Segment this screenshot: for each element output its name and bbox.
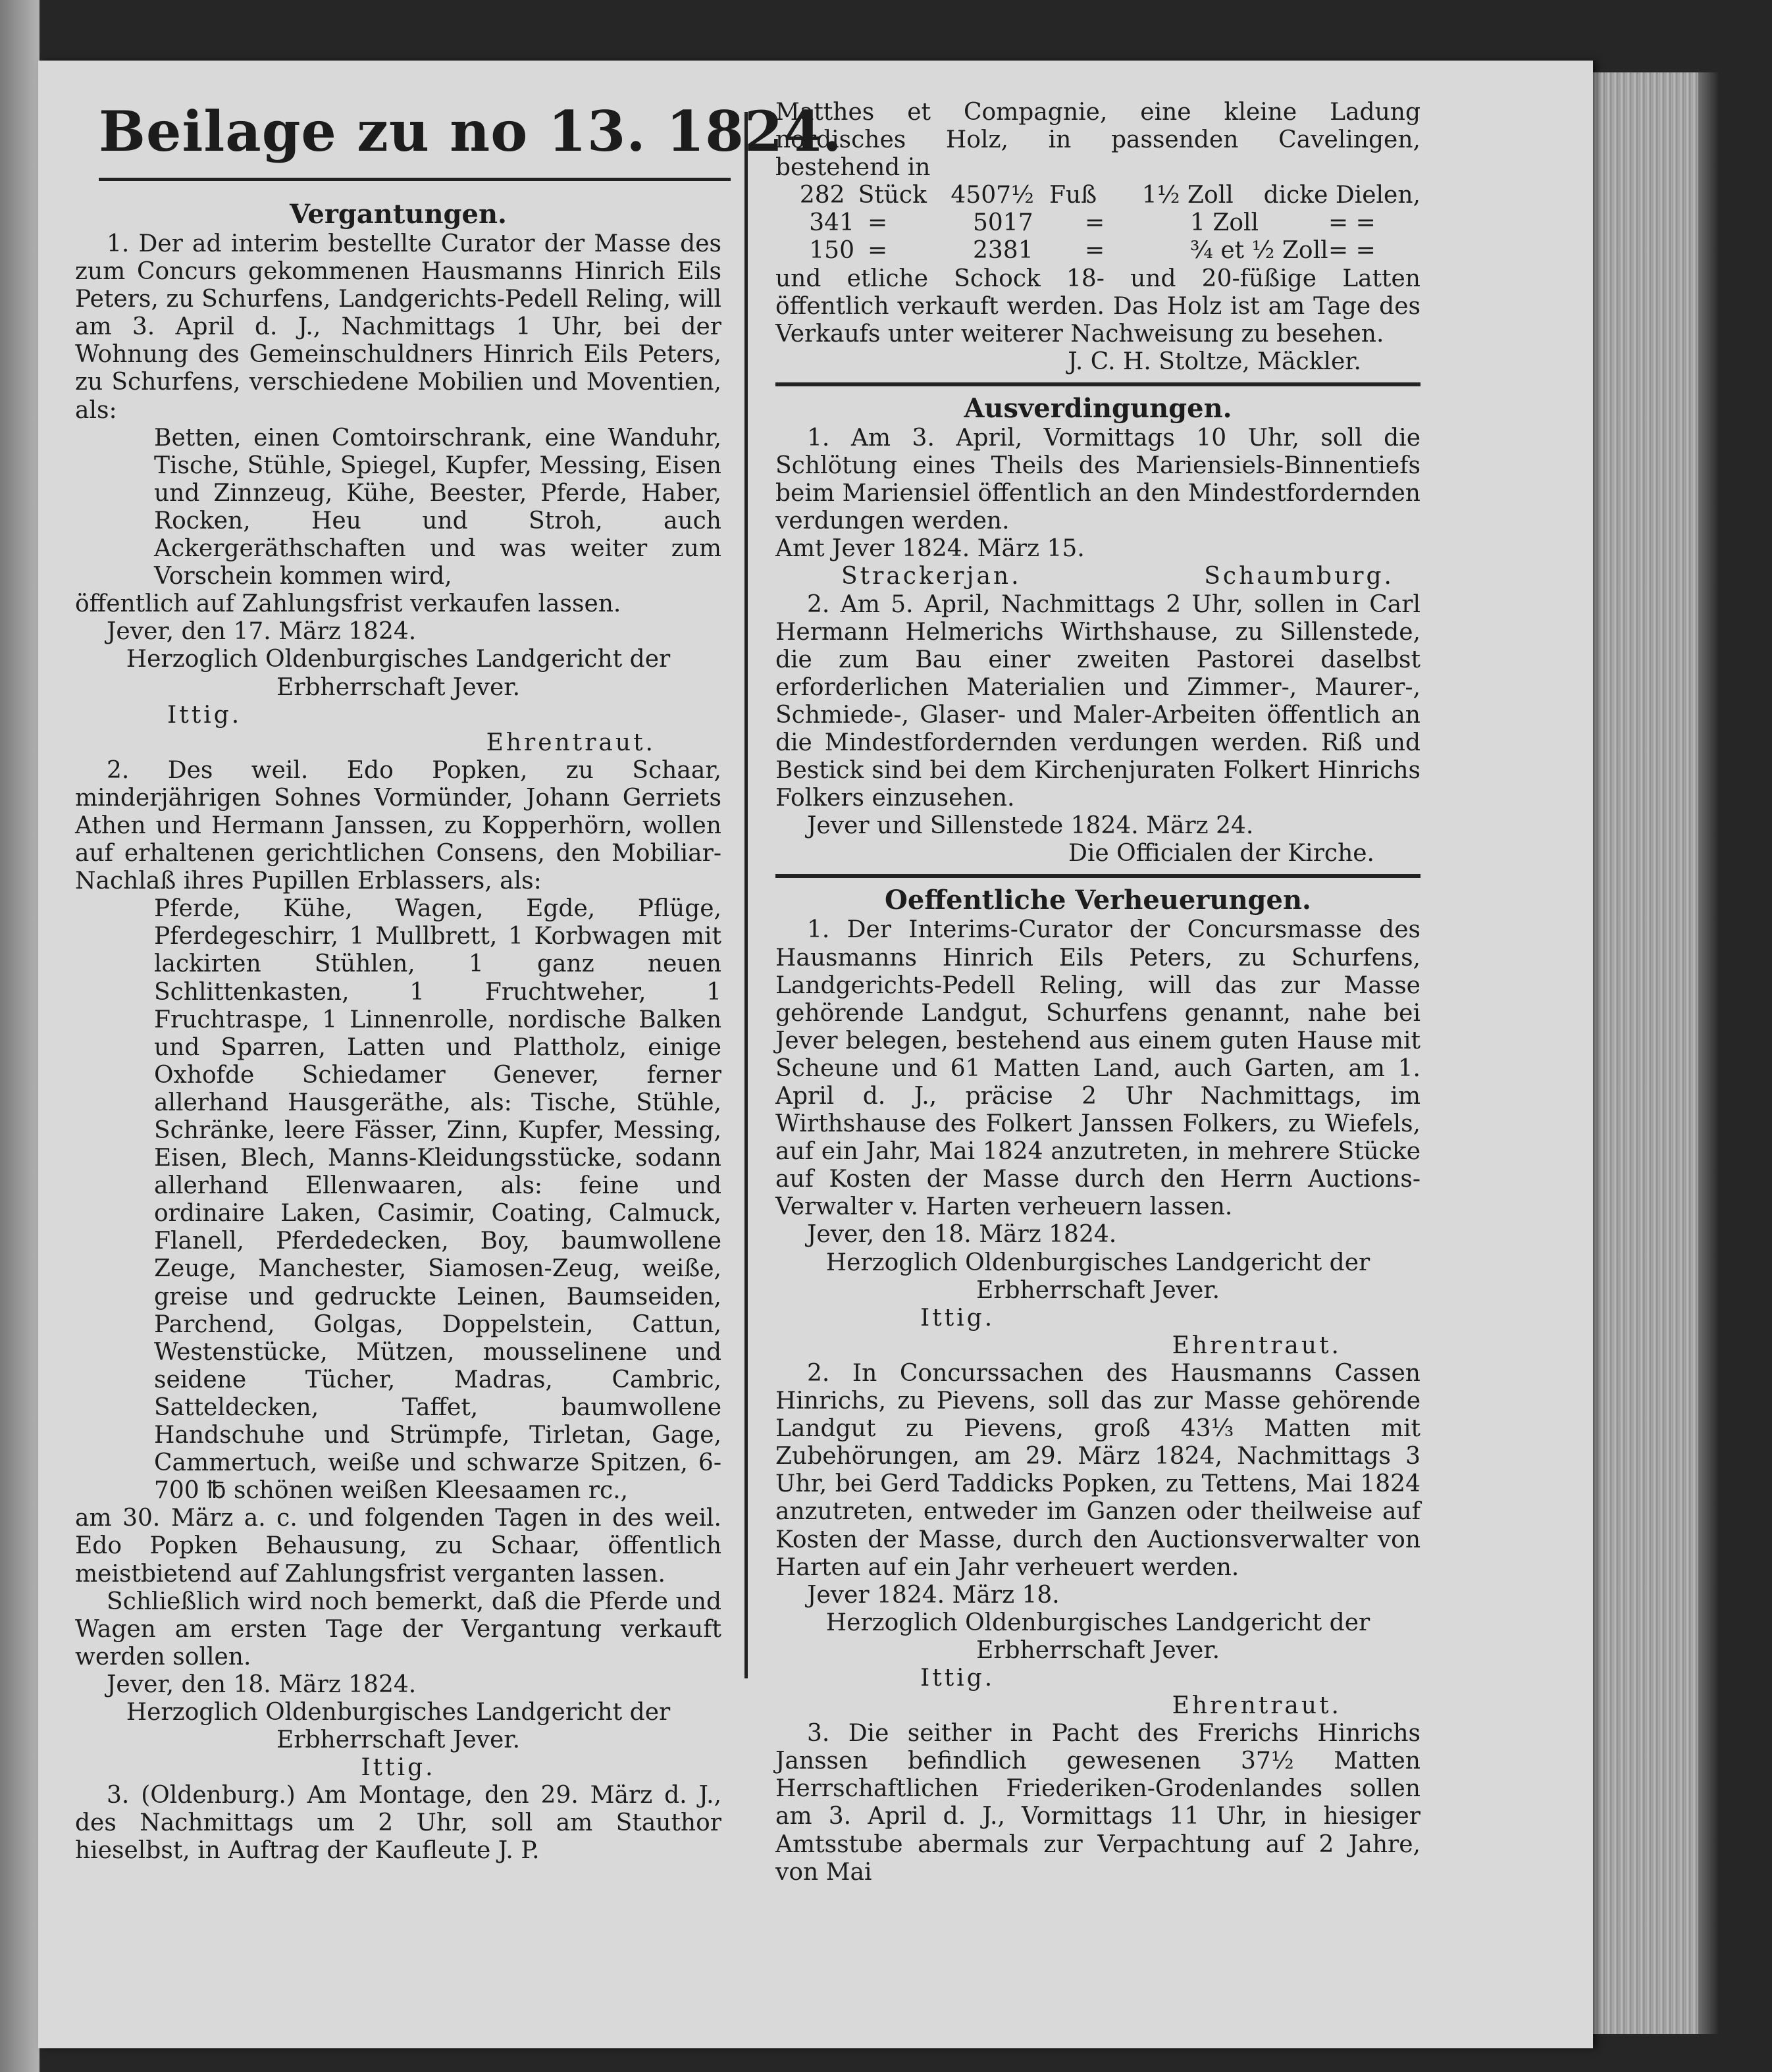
wood-thickness: ¾ et ½ Zoll <box>1190 237 1328 265</box>
notice-1-court: Herzoglich Oldenburgisches Landgericht der Erbherrschaft Jever. <box>126 646 671 701</box>
section-heading-verheuerungen: Oeffentliche Verheuerungen. <box>885 885 1311 916</box>
wood-length: 2381 <box>973 237 1033 265</box>
wood-fuss: = <box>1085 209 1105 237</box>
page-stack-shadow <box>1698 72 1718 2034</box>
wood-unit: Stück <box>858 182 927 209</box>
wood-sale-signature: J. C. H. Stoltze, Mäckler. <box>1068 348 1361 375</box>
notice-1-text: 1. Der ad interim bestellte Curator der Masse des zum Concurs gekommenen Hausmanns Hinrich Eils Peters, zu Schurfens, Landgerichts-Pedell Reling, will am 3. April d. J., Nachmittags 1 Uhr, bei der Wohnung des Gemeinschuldners Hinrich Eils Peters, zu Schurfens, verschiedene Mobilien und Moventien, als: <box>75 230 721 424</box>
title-rule <box>99 178 731 181</box>
verheuerung-2-date: Jever 1824. März 18. <box>807 1581 1060 1609</box>
verheuerung-2-court: Herzoglich Oldenburgisches Landgericht der Erbherrschaft Jever. <box>825 1609 1370 1664</box>
wood-fuss: Fuß <box>1049 182 1097 209</box>
notice-1-date: Jever, den 17. März 1824. <box>107 618 417 646</box>
section-rule <box>775 382 1420 386</box>
wood-qty: 150 <box>809 237 854 265</box>
wood-qty: 341 <box>809 209 854 237</box>
notice-3-text: 3. (Oldenburg.) Am Montage, den 29. März d. J., des Nachmittags um 2 Uhr, soll am Stauthor hieselbst, in Auftrag der Kaufleute J. P. <box>75 1782 721 1865</box>
verheuerung-2-text: 2. In Concurssachen des Hausmanns Cassen Hinrichs, zu Pievens, soll das zur Masse gehörende Landgut zu Pievens, groß 43⅓ Matten mit Zubehörungen, am 29. März 1824, Nachmittags 3 Uhr, bei Gerd Taddicks Popken, zu Tettens, Mai 1824 anzutreten, entweder im Ganzen oder theilweise auf Kosten der Masse, durch den Auctionsverwalter von Harten auf ein Jahr verheuert werden. <box>775 1359 1420 1581</box>
signature-schaumburg: Schaumburg. <box>1204 563 1394 590</box>
verheuerung-1-text: 1. Der Interims-Curator der Concursmasse des Hausmanns Hinrich Eils Peters, zu Schurfens, Landgerichts-Pedell Reling, will das zur Masse gehörende Landgut, Schurfens genannt, nahe bei Jever belegen, bestehend aus einem guten Hause mit Scheune und 61 Matten Land, auch Garten, am 1. April d. J., präcise 2 Uhr Nachmittags, im Wirthshause des Folkert Janssen Folkers, zu Wiefels, auf ein Jahr, Mai 1824 anzutreten, in mehrere Stücke auf Kosten der Masse durch den Herrn Auctions-Verwalter v. Harten verheuern lassen. <box>775 916 1420 1221</box>
ausverdingung-2-signature: Die Officialen der Kirche. <box>1068 840 1374 868</box>
wood-fuss: = <box>1085 237 1105 265</box>
wood-thickness: 1½ Zoll <box>1141 182 1234 209</box>
verheuerung-2-signature-ehrentraut: Ehrentraut. <box>1172 1692 1342 1720</box>
notice-2-close: am 30. März a. c. und folgenden Tagen in des weil. Edo Popken Behausung, zu Schaar, öffentlich meistbietend auf Zahlungsfrist verganten lassen. <box>75 1505 721 1588</box>
notice-2-court: Herzoglich Oldenburgisches Landgericht der Erbherrschaft Jever. <box>126 1698 671 1754</box>
wood-length: 4507½ <box>951 182 1034 209</box>
wood-row <box>775 182 1420 209</box>
section-heading-ausverdingungen: Ausverdingungen. <box>964 392 1232 424</box>
verheuerung-2-signature-ittig: Ittig. <box>920 1664 995 1692</box>
column-divider <box>744 112 748 1678</box>
verheuerung-1-signature-ehrentraut: Ehrentraut. <box>1172 1332 1342 1359</box>
wood-row <box>775 209 1420 237</box>
ausverdingung-2-text: 2. Am 5. April, Nachmittags 2 Uhr, sollen in Carl Hermann Helmerichs Wirthshause, zu Sillenstede, die zum Bau einer zweiten Pastorei daselbst erforderlichen Materialien und Zimmer-, Maurer-, Schmiede-, Glaser- und Maler-Arbeiten öffentlich an die Mindestfordernden verdungen werden. Riß und Bestick sind bei dem Kirchenjuraten Folkert Hinrichs Folkers einzusehen. <box>775 590 1420 812</box>
wood-thickness: 1 Zoll <box>1190 209 1259 237</box>
wood-kind: = = <box>1328 237 1376 265</box>
notice-1-signature-ehrentraut: Ehrentraut. <box>486 729 656 756</box>
left-column <box>75 199 721 1865</box>
ausverdingung-1-text: 1. Am 3. April, Vormittags 10 Uhr, soll die Schlötung eines Theils des Mariensiels-Binnentiefs beim Mariensiel öffentlich an den Mindestfordernden verdungen werden. <box>775 424 1420 535</box>
facing-page-edge <box>0 0 39 2072</box>
verheuerung-1-signature-ittig: Ittig. <box>920 1304 995 1332</box>
page-stack-edge <box>1580 72 1705 2034</box>
wood-unit: = <box>868 237 888 265</box>
wood-kind: = = <box>1328 209 1376 237</box>
ausverdingung-2-date: Jever und Sillenstede 1824. März 24. <box>807 812 1254 840</box>
wood-qty: 282 <box>799 182 845 209</box>
wood-kind: dicke Dielen, <box>1263 182 1420 209</box>
notice-2-date: Jever, den 18. März 1824. <box>107 1671 417 1698</box>
ausverdingung-1-date: Amt Jever 1824. März 15. <box>775 535 1085 563</box>
signature-strackerjan: Strackerjan. <box>841 563 1022 590</box>
verheuerung-3-text: 3. Die seither in Pacht des Frerichs Hinrichs Janssen befindlich gewesenen 37½ Matten Herrschaftlichen Friederiken-Grodenlandes sollen am 3. April d. J., Vormittags 11 Uhr, in hiesiger Amtsstube abermals zur Verpachtung auf 2 Jahre, von Mai <box>775 1720 1420 1886</box>
wood-sale-text: Matthes et Compagnie, eine kleine Ladung nordisches Holz, in passenden Cavelingen, bestehend in <box>775 99 1420 182</box>
section-heading-vergantungen: Vergantungen. <box>290 199 507 230</box>
wood-length: 5017 <box>973 209 1033 237</box>
wood-row <box>775 237 1420 265</box>
notice-2-note: Schließlich wird noch bemerkt, daß die Pferde und Wagen am ersten Tage der Vergantung verkauft werden sollen. <box>75 1588 721 1671</box>
notice-2-items: Pferde, Kühe, Wagen, Egde, Pflüge, Pferdegeschirr, 1 Mullbrett, 1 Korbwagen mit lackirten Stühlen, 1 ganz neuen Schlittenkasten, 1 Fruchtweher, 1 Fruchtraspe, 1 Linnenrolle, nordische Balken und Sparren, Latten und Plattholz, einige Oxhofde Schiedamer Genever, ferner allerhand Hausgeräthe, als: Tische, Stühle, Schränke, leere Fässer, Zinn, Kupfer, Messing, Eisen, Blech, Manns-Kleidungsstücke, sodann allerhand Ellenwaaren, als: feine und ordinaire Laken, Casimir, Coating, Calmuck, Flanell, Pferdedecken, Boy, baumwollene Zeuge, Manchester, Siamosen-Zeug, weiße, greise und gedruckte Leinen, Baumseiden, Parchend, Golgas, Doppelstein, Cattun, Westenstücke, Mützen, mousselinene und seidene Tücher, Madras, Cambric, Satteldecken, Taffet, baumwollene Handschuhe und Strümpfe, Tirletan, Gage, Cammertuch, weiße und schwarze Spitzen, 6-700 ℔ schönen weißen Kleesaamen rc., <box>154 895 721 1505</box>
notice-1-signature-ittig: Ittig. <box>167 701 242 729</box>
right-column <box>775 99 1420 1886</box>
notice-2-text: 2. Des weil. Edo Popken, zu Schaar, minderjährigen Sohnes Vormünder, Johann Gerriets Athen und Hermann Janssen, zu Kopperhörn, wollen auf erhaltenen gerichtlichen Consens, den Mobiliar-Nachlaß ihres Pupillen Erblassers, als: <box>75 756 721 895</box>
section-rule <box>775 874 1420 878</box>
notice-1-close: öffentlich auf Zahlungsfrist verkaufen lassen. <box>75 590 621 618</box>
verheuerung-1-court: Herzoglich Oldenburgisches Landgericht der Erbherrschaft Jever. <box>825 1249 1370 1304</box>
ausverdingung-1-signatures <box>775 563 1420 590</box>
verheuerung-1-date: Jever, den 18. März 1824. <box>807 1221 1117 1249</box>
notice-1-items: Betten, einen Comtoirschrank, eine Wanduhr, Tische, Stühle, Spiegel, Kupfer, Messing, Eisen und Zinnzeug, Kühe, Beester, Pferde, Haber, Rocken, Heu und Stroh, auch Ackergeräthschaften und was weiter zum Vorschein kommen wird, <box>154 424 721 590</box>
page-title: Beilage zu no 13. 1824. <box>99 99 843 164</box>
notice-2-signature-ittig: Ittig. <box>361 1754 436 1782</box>
wood-sale-close: und etliche Schock 18- und 20-füßige Latten öffentlich verkauft werden. Das Holz ist am Tage des Verkaufs unter weiterer Nachweisung zu besehen. <box>775 265 1420 348</box>
wood-unit: = <box>868 209 888 237</box>
